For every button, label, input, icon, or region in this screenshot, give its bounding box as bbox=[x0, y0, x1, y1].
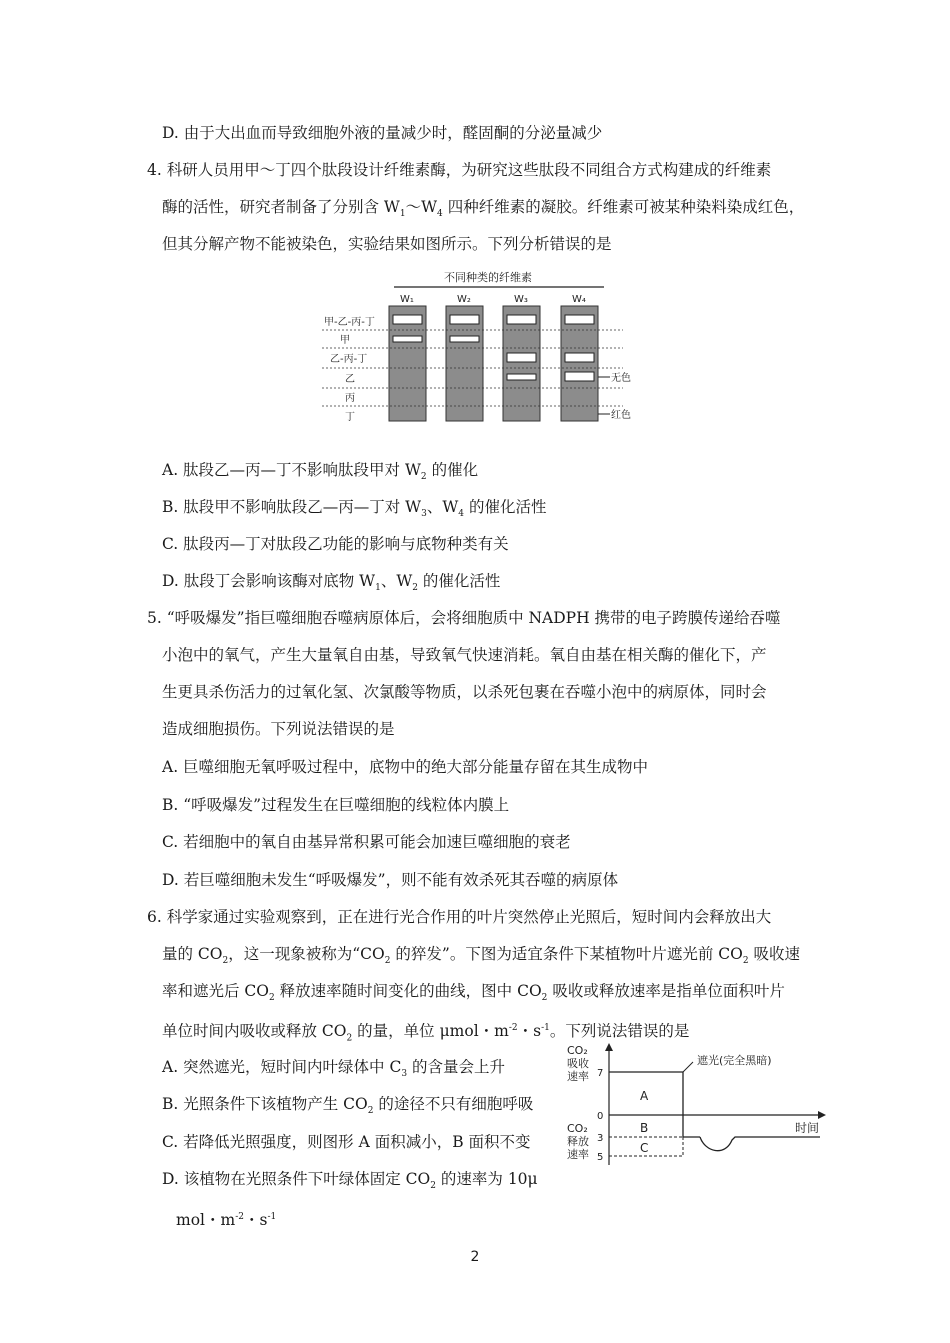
fig2-ylabel-bot-1: CO₂ bbox=[567, 1122, 588, 1135]
q6-option-d-unit: mol・$m^{-2}$・$s^{-1}$ bbox=[176, 1211, 277, 1230]
band-w2-abcd bbox=[450, 315, 479, 324]
q5-option-b: B. “呼吸爆发”过程发生在巨噬细胞的线粒体内膜上 bbox=[162, 796, 510, 814]
co2-rate-figure bbox=[550, 1040, 840, 1190]
fig1-col-w1: W₁ bbox=[400, 294, 414, 305]
fig1-row-label-4: 乙 bbox=[345, 374, 355, 385]
q4-stem-line3: 但其分解产物不能被染色，实验结果如图所示。下列分析错误的是 bbox=[162, 235, 612, 253]
fig1-row-label-6: 丁 bbox=[345, 412, 355, 423]
fig2-tick-5: 5 bbox=[597, 1152, 604, 1163]
q5-stem-line4: 造成细胞损伤。下列说法错误的是 bbox=[162, 720, 395, 738]
q5-stem-line3: 生更具杀伤活力的过氧化氢、次氯酸等物质，以杀死包裹在吞噬小泡中的病原体，同时会 bbox=[162, 683, 767, 701]
q6-option-a: A. 突然遮光，短时间内叶绿体中 $C_3$ 的含量会上升 bbox=[162, 1058, 506, 1080]
q6-stem-line2: 量的 $CO_2$，这一现象被称为“$CO_2$ 的猝发”。下图为适宜条件下某植物叶片遮光前 $CO_2$ 吸收速 bbox=[162, 945, 800, 967]
q4-stem-line2: 酶的活性，研究者制备了分别含 $W_1\sim W_4$ 四种纤维素的凝胶。纤维素可被某种染料染成红色， bbox=[162, 198, 805, 220]
q4-option-a: A. 肽段乙—丙—丁不影响肽段甲对 $W_2$ 的催化 bbox=[162, 461, 479, 483]
fig2-region-b: B bbox=[640, 1121, 649, 1135]
q5-option-c: C. 若细胞中的氧自由基异常积累可能会加速巨噬细胞的衰老 bbox=[162, 833, 571, 851]
fig2-tick-0: 0 bbox=[597, 1111, 604, 1122]
fig1-label-colorless: 无色 bbox=[611, 373, 631, 384]
fig1-title: 不同种类的纤维素 bbox=[444, 271, 532, 284]
q5-stem-line1: 5. “呼吸爆发”指巨噬细胞吞噬病原体后，会将细胞质中 NADPH 携带的电子跨膜传递给吞噬 bbox=[147, 609, 781, 627]
q4-option-b: B. 肽段甲不影响肽段乙—丙—丁对 $W_3$、$W_4$ 的催化活性 bbox=[162, 498, 547, 520]
fig2-region-a: A bbox=[640, 1089, 649, 1103]
fig1-col-w3: W₃ bbox=[514, 294, 528, 305]
fig1-col-w4: W₄ bbox=[572, 294, 586, 305]
fig1-row-label-1: 甲-乙-丙-丁 bbox=[324, 317, 375, 328]
band-w3-bcd bbox=[507, 353, 536, 362]
fig2-ylabel-top-1: CO₂ bbox=[567, 1044, 588, 1057]
fig1-col-w2: W₂ bbox=[457, 294, 471, 305]
page-number: 2 bbox=[470, 1249, 480, 1265]
band-w3-b bbox=[507, 374, 536, 380]
fig2-annotation: 遮光(完全黑暗) bbox=[697, 1054, 772, 1067]
q5-option-d: D. 若巨噬细胞未发生“呼吸爆发”，则不能有效杀死其吞噬的病原体 bbox=[162, 871, 619, 889]
band-w3-abcd bbox=[507, 315, 536, 324]
q6-option-d: D. 该植物在光照条件下叶绿体固定 $CO_2$ 的速率为 10μ bbox=[162, 1170, 538, 1192]
q5-option-a: A. 巨噬细胞无氧呼吸过程中，底物中的绝大部分能量存留在其生成物中 bbox=[162, 758, 649, 776]
q6-stem-line4: 单位时间内吸收或释放 $CO_2$ 的量，单位 μmol・$m^{-2}$・$s^{-1}$。下列说法错误的是 bbox=[162, 1022, 690, 1044]
fig2-ylabel-top-2: 吸收 bbox=[567, 1057, 589, 1070]
q6-stem-line3: 率和遮光后 $CO_2$ 释放速率随时间变化的曲线，图中 $CO_2$ 吸收或释放速率是指单位面积叶片 bbox=[162, 982, 785, 1004]
q6-option-c: C. 若降低光照强度，则图形 A 面积减小，B 面积不变 bbox=[162, 1133, 531, 1151]
band-w2-a bbox=[450, 336, 479, 342]
q6-option-b: B. 光照条件下该植物产生 $CO_2$ 的途径不只有细胞呼吸 bbox=[162, 1095, 534, 1117]
fig2-curve-dark bbox=[700, 1137, 820, 1151]
q5-stem-line2: 小泡中的氧气，产生大量氧自由基，导致氧气快速消耗。氧自由基在相关酶的催化下，产 bbox=[162, 646, 767, 664]
fig2-region-c: C bbox=[640, 1141, 649, 1155]
fig2-tick-7: 7 bbox=[597, 1068, 604, 1079]
q4-option-c: C. 肽段丙—丁对肽段乙功能的影响与底物种类有关 bbox=[162, 535, 509, 553]
fig2-curve-light bbox=[609, 1072, 700, 1137]
band-w1-abcd bbox=[393, 315, 422, 324]
fig1-row-label-3: 乙-丙-丁 bbox=[330, 354, 368, 365]
prev-option-d: D. 由于大出血而导致细胞外液的量减少时，醛固酮的分泌量减少 bbox=[162, 124, 603, 142]
fig2-ylabel-bot-3: 速率 bbox=[567, 1148, 589, 1161]
fig2-xlabel: 时间 bbox=[795, 1121, 820, 1135]
fig2-ylabel-bot-2: 释放 bbox=[567, 1135, 589, 1148]
fig2-ylabel-top-3: 速率 bbox=[567, 1070, 589, 1083]
fig1-label-red: 红色 bbox=[611, 410, 631, 421]
fig1-row-label-2: 甲 bbox=[340, 335, 350, 346]
band-w4-bcd bbox=[565, 353, 594, 362]
fig1-row-label-5: 丙 bbox=[345, 393, 355, 404]
band-w1-a bbox=[393, 336, 422, 342]
band-w4-abcd bbox=[565, 315, 594, 324]
q4-option-d: D. 肽段丁会影响该酶对底物 $W_1$、$W_2$ 的催化活性 bbox=[162, 572, 501, 594]
cellulase-gel-figure bbox=[318, 268, 648, 428]
q6-stem-line1: 6. 科学家通过实验观察到，正在进行光合作用的叶片突然停止光照后，短时间内会释放出大 bbox=[147, 908, 772, 926]
fig2-tick-3: 3 bbox=[597, 1133, 604, 1144]
band-w4-b bbox=[565, 372, 594, 381]
q4-stem-line1: 4. 科研人员用甲～丁四个肽段设计纤维素酶，为研究这些肽段不同组合方式构建成的纤维素 bbox=[147, 161, 772, 179]
